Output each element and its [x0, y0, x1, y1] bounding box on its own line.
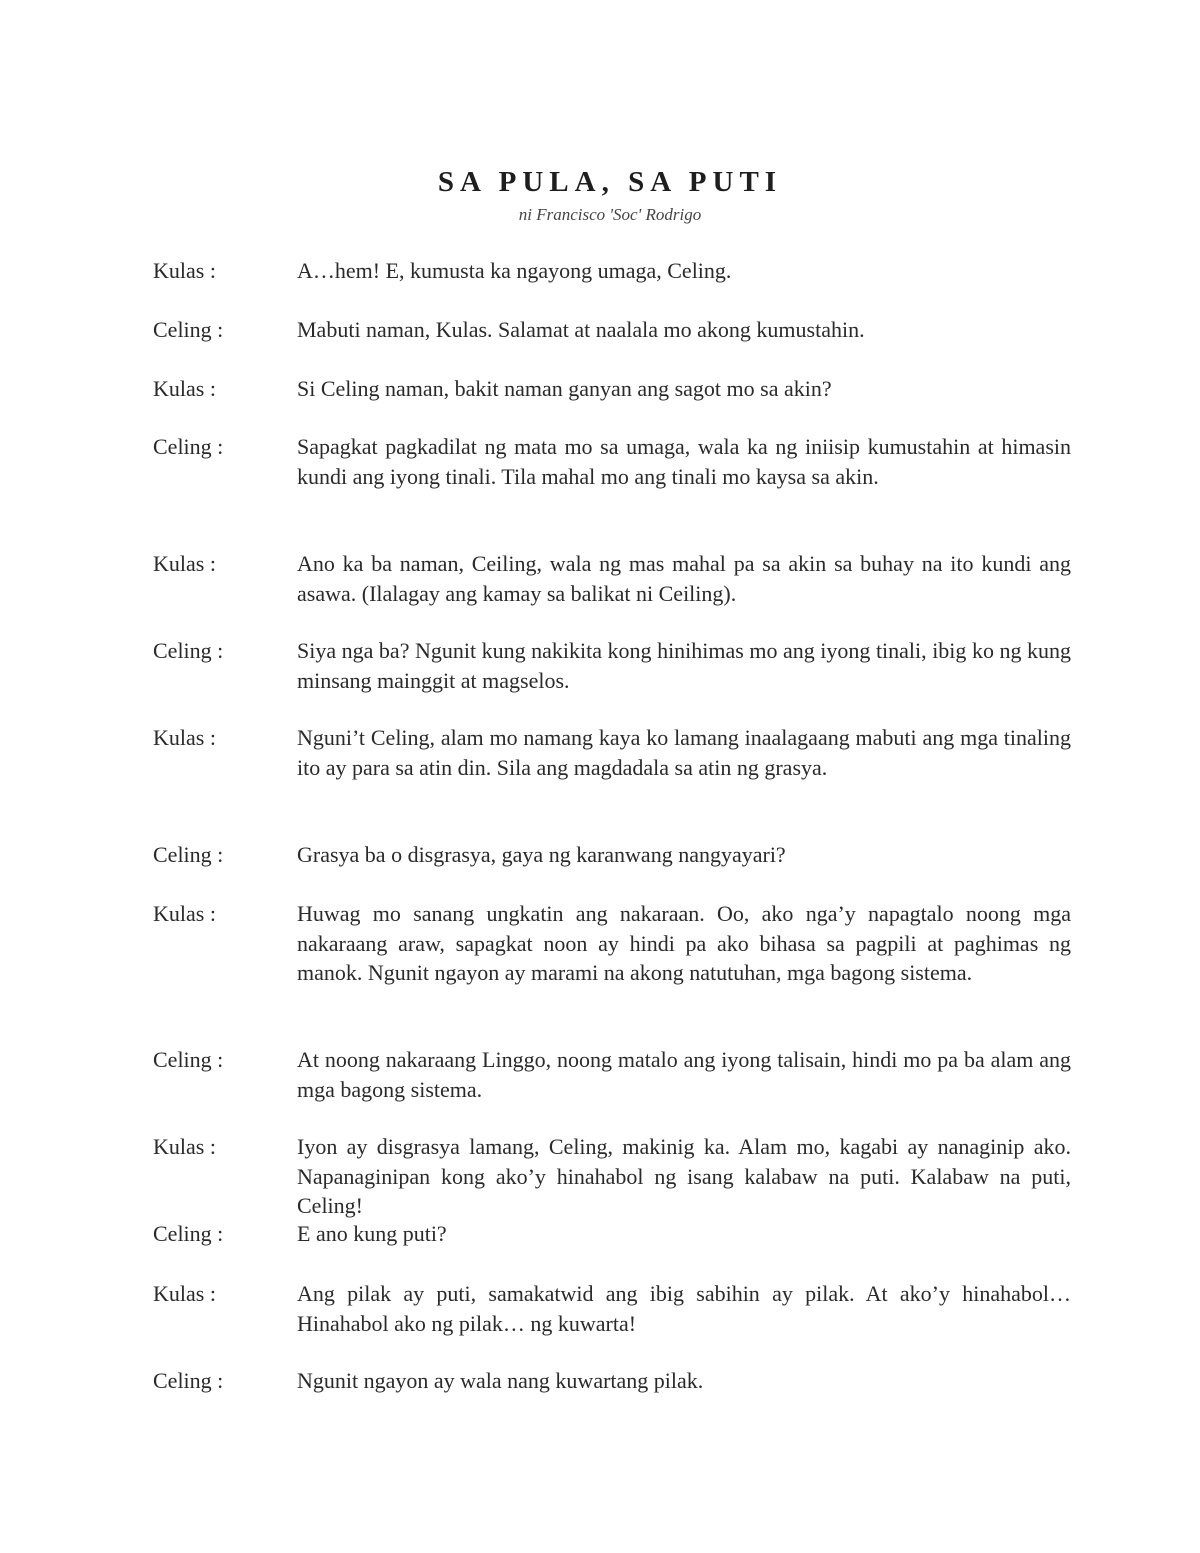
dialogue-text: Iyon ay disgrasya lamang, Celing, makinig ka. Alam mo, kagabi ay nanaginip ako. Napanaginipan kong ako’y hinahabol ng isang kalabaw na puti. Kalabaw na puti, Celing! [297, 1134, 1071, 1218]
author-byline: ni Francisco 'Soc' Rodrigo [518, 205, 702, 224]
dialogue-text: A…hem! E, kumusta ka ngayong umaga, Celing. [297, 258, 732, 283]
dialogue-text: Si Celing naman, bakit naman ganyan ang sagot mo sa akin? [297, 376, 832, 401]
dialogue-text: Siya nga ba? Ngunit kung nakikita kong hinihimas mo ang iyong tinali, ibig ko ng kung minsang mainggit at magselos. [297, 638, 1071, 693]
speaker-label: Celing : [153, 317, 224, 342]
speaker-label: Kulas : [153, 551, 216, 576]
speaker-label: Kulas : [153, 376, 216, 401]
speaker-label: Celing : [153, 1047, 224, 1072]
dialogue-text: Huwag mo sanang ungkatin ang nakaraan. Oo, ako nga’y napagtalo noong mga nakaraang araw, sapagkat noon ay hindi pa ako bihasa sa pagpili at paghimas ng manok. Ngunit ngayon ay marami na akong natutuhan, mga bagong sistema. [297, 901, 1071, 985]
dialogue-text: Ano ka ba naman, Ceiling, wala ng mas mahal pa sa akin sa buhay na ito kundi ang asawa. (Ilalagay ang kamay sa balikat ni Ceiling). [297, 551, 1071, 606]
dialogue-text: Ang pilak ay puti, samakatwid ang ibig sabihin ay pilak. At ako’y hinahabol… Hinahabol ako ng pilak… ng kuwarta! [297, 1281, 1071, 1336]
speaker-label: Celing : [153, 638, 224, 663]
dialogue-text: E ano kung puti? [297, 1221, 447, 1246]
speaker-label: Kulas : [153, 258, 216, 283]
dialogue-text: Sapagkat pagkadilat ng mata mo sa umaga, wala ka ng iniisip kumustahin at himasin kundi ang iyong tinali. Tila mahal mo ang tinali mo kaysa sa akin. [297, 434, 1071, 489]
dialogue-text: Nguni’t Celing, alam mo namang kaya ko lamang inaalagaang mabuti ang mga tinaling ito ay para sa atin din. Sila ang magdadala sa atin ng grasya. [297, 725, 1071, 780]
dialogue-text: At noong nakaraang Linggo, noong matalo ang iyong talisain, hindi mo pa ba alam ang mga bagong sistema. [297, 1047, 1071, 1102]
speaker-label: Kulas : [153, 901, 216, 926]
speaker-label: Celing : [153, 1368, 224, 1393]
dialogue-text: Grasya ba o disgrasya, gaya ng karanwang nangyayari? [297, 842, 786, 867]
speaker-label: Kulas : [153, 1134, 216, 1159]
speaker-label: Kulas : [153, 725, 216, 750]
dialogue-text: Ngunit ngayon ay wala nang kuwartang pilak. [297, 1368, 704, 1393]
speaker-label: Celing : [153, 434, 224, 459]
speaker-label: Kulas : [153, 1281, 216, 1306]
page-title: SA PULA, SA PUTI [437, 166, 783, 198]
speaker-label: Celing : [153, 1221, 224, 1246]
speaker-label: Celing : [153, 842, 224, 867]
dialogue-text: Mabuti naman, Kulas. Salamat at naalala mo akong kumustahin. [297, 317, 865, 342]
